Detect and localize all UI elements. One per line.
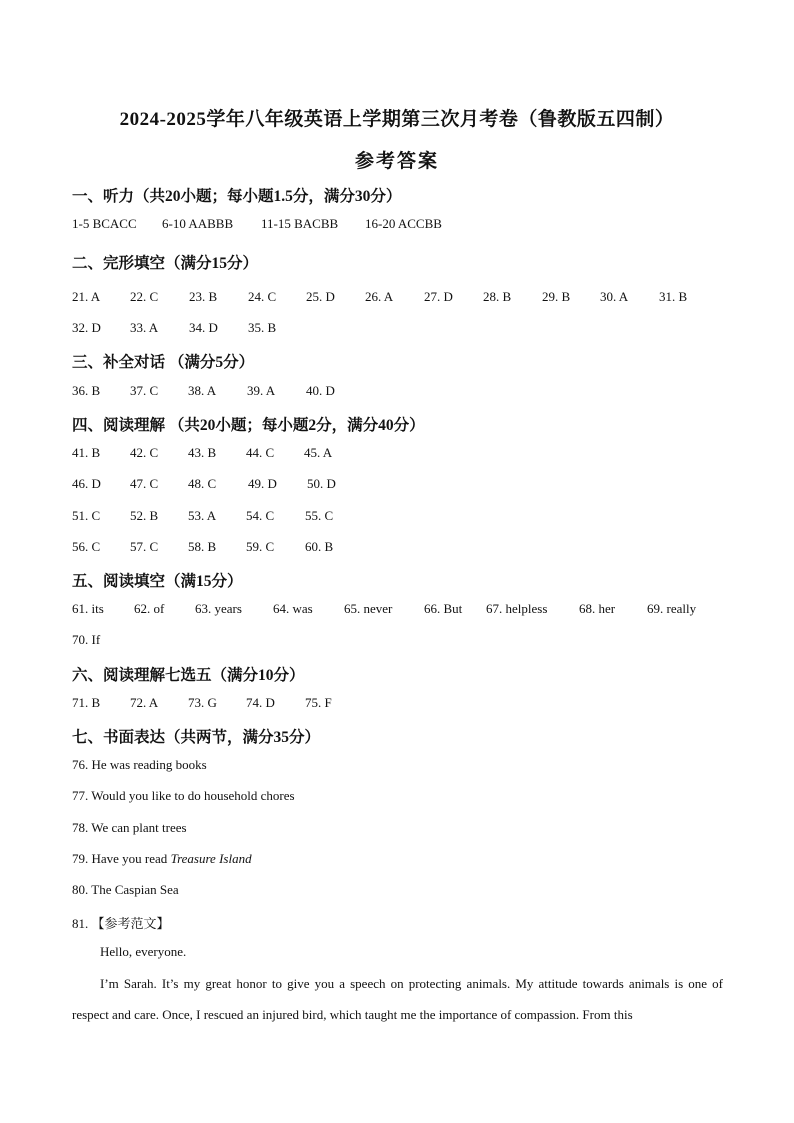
section-heading-reading: 四、阅读理解 （共20小题；每小题2分，满分40分） [72,417,425,434]
answer-item: 72. A [130,695,159,710]
answer-row-listening [72,216,722,234]
book-title: Treasure Island [170,851,252,866]
page-subtitle: 参考答案 [354,151,439,172]
answer-item: 50. D [307,476,336,491]
answer-row-reading-4 [72,539,722,557]
answer-item: 54. C [246,508,275,523]
answer-item: 71. B [72,695,101,710]
answer-item: 6-10 AABBB [162,216,234,231]
answer-item: 27. D [424,289,453,304]
answer-item: 26. A [365,289,394,304]
answer-item: 69. really [647,601,697,616]
answer-item: 31. B [659,289,688,304]
answer-item: 45. A [304,445,333,460]
answer-item: 38. A [188,383,217,398]
answer-item: 35. B [248,320,277,335]
answer-item: 55. C [305,508,334,523]
answer-item: 56. C [72,539,101,554]
answer-item: 23. B [189,289,218,304]
answer-79 [72,851,252,867]
answer-item: 43. B [188,445,217,460]
section-heading-fill-in: 五、阅读填空（满15分） [72,573,243,590]
answer-item: 32. D [72,320,101,335]
answer-item: 74. D [246,695,275,710]
answer-item: 52. B [130,508,159,523]
answer-row-fill-in-2 [72,632,722,650]
answer-item: 25. D [306,289,335,304]
section-heading-dialogue: 三、补全对话 （满分5分） [72,354,255,371]
answer-77: 77. Would you like to do household chores [72,788,295,803]
answer-item: 21. A [72,289,101,304]
answer-item: 64. was [273,601,313,616]
answer-row-seven-choose-five [72,695,722,713]
answer-78: 78. We can plant trees [72,820,187,835]
answer-item: 28. B [483,289,512,304]
answer-item: 57. C [130,539,159,554]
answer-item: 65. never [344,601,393,616]
essay-greeting: Hello, everyone. [100,944,187,959]
answer-item: 46. D [72,476,101,491]
answer-80: 80. The Caspian Sea [72,882,179,897]
answer-item: 36. B [72,383,101,398]
answer-row-cloze-2 [72,320,722,338]
essay-paragraph: I’m Sarah. It’s my great honor to give you a speech on protecting animals. My attitude towards animals is one of respect and care. Once, I rescued an injured bird, which taught me the importance of compassion. From this [72,976,723,1022]
answer-item: 73. G [188,695,217,710]
answer-item: 11-15 BACBB [261,216,339,231]
answer-item: 1-5 BCACC [72,216,137,231]
answer-item: 70. If [72,632,101,647]
answer-item: 44. C [246,445,275,460]
answer-item: 60. B [305,539,334,554]
answer-item: 59. C [246,539,275,554]
answer-item: 22. C [130,289,159,304]
answer-item: 66. But [424,601,463,616]
answer-item: 61. its [72,601,104,616]
answer-row-fill-in-1 [72,601,722,619]
answer-item: 75. F [305,695,332,710]
answer-81-label: 81. 【参考范文】 [72,916,170,931]
answer-item: 33. A [130,320,159,335]
section-heading-cloze: 二、完形填空（满分15分） [72,255,259,272]
answer-item: 48. C [188,476,217,491]
answer-row-cloze-1 [72,289,722,307]
answer-item: 58. B [188,539,217,554]
answer-row-reading-2 [72,476,722,494]
answer-item: 29. B [542,289,571,304]
section-heading-seven-choose-five: 六、阅读理解七选五（满分10分） [72,667,305,684]
answer-row-reading-1 [72,445,722,463]
answer-item: 51. C [72,508,101,523]
answer-item: 30. A [600,289,629,304]
answer-item: 68. her [579,601,616,616]
answer-item: 67. helpless [486,601,548,616]
answer-item: 16-20 ACCBB [365,216,442,231]
answer-item: 41. B [72,445,101,460]
section-heading-listening: 一、听力（共20小题；每小题1.5分，满分30分） [72,188,402,205]
answer-item: 63. years [195,601,242,616]
answer-item: 42. C [130,445,159,460]
answer-76: 76. He was reading books [72,757,207,772]
answer-item: 49. D [248,476,277,491]
answer-item: 40. D [306,383,335,398]
answer-item: 37. C [130,383,159,398]
section-heading-writing: 七、书面表达（共两节，满分35分） [72,729,321,746]
answer-item: 39. A [247,383,276,398]
page-title: 2024-2025学年八年级英语上学期第三次月考卷（鲁教版五四制） [119,109,675,130]
answer-item: 34. D [189,320,218,335]
answer-item: 24. C [248,289,277,304]
answer-item: 47. C [130,476,159,491]
answer-row-reading-3 [72,508,722,526]
answer-79-text: 79. Have you read [72,851,171,866]
answer-item: 53. A [188,508,217,523]
answer-row-dialogue [72,383,722,401]
answer-item: 62. of [134,601,165,616]
